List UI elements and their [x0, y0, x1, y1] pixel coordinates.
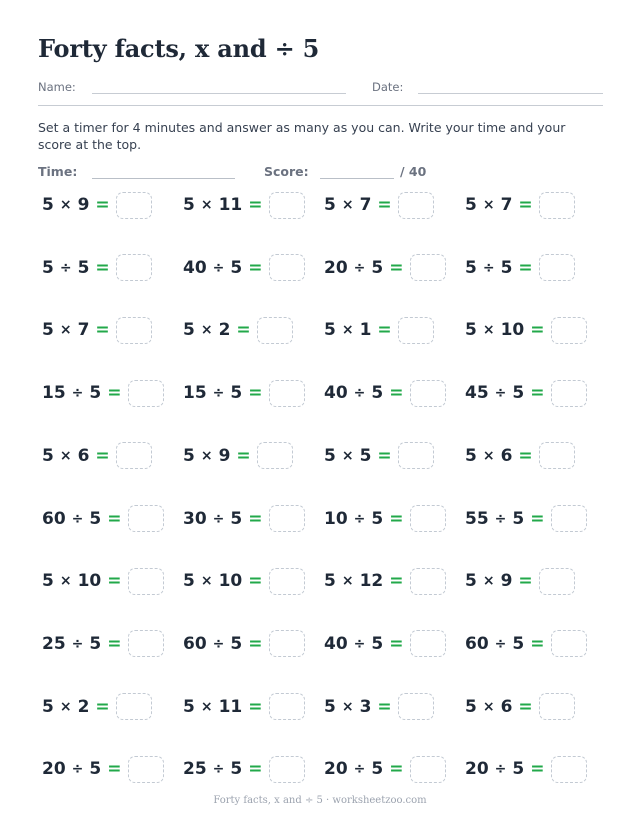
operand-a: 5: [324, 696, 336, 717]
operand-a: 25: [42, 633, 66, 654]
answer-box[interactable]: [551, 505, 587, 532]
operand-a: 55: [465, 508, 489, 529]
answer-box[interactable]: [410, 568, 446, 595]
answer-box[interactable]: [410, 254, 446, 281]
operator-symbol: ÷: [482, 259, 495, 276]
problem-item: [183, 504, 305, 534]
problem-item: [183, 566, 305, 596]
operand-b: 5: [371, 257, 384, 278]
problem-item: [324, 253, 446, 283]
operand-b: 5: [512, 508, 525, 529]
problem-item: [465, 754, 587, 784]
operand-a: 60: [42, 508, 66, 529]
operand-b: 5: [512, 759, 525, 780]
operand-b: 7: [359, 195, 372, 215]
score-field-line[interactable]: [320, 178, 394, 179]
operand-b: 2: [77, 696, 90, 717]
name-field-line[interactable]: [92, 93, 346, 94]
answer-box[interactable]: [398, 442, 434, 469]
operator-symbol: ÷: [494, 510, 507, 527]
operator-symbol: ÷: [353, 510, 366, 527]
operand-b: 9: [77, 195, 90, 215]
problem-item: [465, 504, 587, 534]
problem-item: [183, 190, 305, 220]
equals-sign: =: [377, 195, 392, 215]
operand-a: 5: [42, 445, 54, 466]
operator-symbol: ÷: [212, 635, 225, 652]
equals-sign: =: [530, 633, 545, 654]
operand-b: 10: [77, 571, 102, 592]
problem-item: [465, 692, 575, 722]
equals-sign: =: [248, 759, 263, 780]
operand-b: 10: [218, 571, 243, 592]
equals-sign: =: [107, 508, 122, 529]
operand-a: 5: [183, 320, 195, 341]
operator-symbol: ×: [482, 322, 495, 339]
problem-item: [183, 441, 293, 471]
operand-a: 20: [465, 759, 489, 780]
operand-b: 5: [230, 508, 243, 529]
operand-a: 40: [183, 257, 207, 278]
operand-b: 5: [230, 633, 243, 654]
problem-item: [42, 378, 164, 408]
equals-sign: =: [530, 383, 545, 404]
problem-item: [324, 629, 446, 659]
answer-box[interactable]: [116, 442, 152, 469]
operand-a: 5: [465, 696, 477, 717]
operand-b: 5: [89, 633, 102, 654]
operand-b: 5: [512, 633, 525, 654]
operand-a: 5: [183, 696, 195, 717]
equals-sign: =: [107, 571, 122, 592]
answer-box[interactable]: [128, 568, 164, 595]
operand-b: 5: [371, 383, 384, 404]
operator-symbol: ×: [200, 698, 213, 715]
operand-b: 6: [500, 696, 513, 717]
problem-item: [324, 566, 446, 596]
equals-sign: =: [248, 696, 263, 717]
operator-symbol: ÷: [212, 385, 225, 402]
problem-item: [183, 378, 305, 408]
equals-sign: =: [518, 571, 533, 592]
answer-box[interactable]: [410, 756, 446, 783]
operator-symbol: ÷: [71, 635, 84, 652]
answer-box[interactable]: [257, 317, 293, 344]
equals-sign: =: [248, 383, 263, 404]
operand-b: 1: [359, 320, 372, 341]
name-label: Name:: [38, 80, 76, 94]
equals-sign: =: [389, 759, 404, 780]
operator-symbol: ×: [482, 197, 495, 213]
answer-box[interactable]: [128, 756, 164, 783]
answer-box[interactable]: [539, 254, 575, 281]
answer-box[interactable]: [269, 505, 305, 532]
equals-sign: =: [530, 759, 545, 780]
operand-b: 5: [89, 383, 102, 404]
operand-b: 5: [230, 759, 243, 780]
time-score-row: [38, 162, 458, 182]
operator-symbol: ×: [59, 447, 72, 464]
operand-a: 5: [183, 445, 195, 466]
problem-item: [183, 253, 305, 283]
operand-b: 5: [359, 445, 372, 466]
equals-sign: =: [236, 320, 251, 341]
problem-item: [42, 692, 152, 722]
worksheet-title: Forty facts, x and ÷ 5: [38, 34, 320, 63]
operand-b: 5: [230, 383, 243, 404]
answer-box[interactable]: [269, 568, 305, 595]
operand-a: 5: [465, 257, 477, 278]
operator-symbol: ÷: [494, 761, 507, 778]
answer-box[interactable]: [551, 317, 587, 344]
answer-box[interactable]: [116, 317, 152, 344]
equals-sign: =: [95, 257, 110, 278]
operand-a: 5: [42, 571, 54, 592]
operand-b: 5: [371, 633, 384, 654]
operand-a: 30: [183, 508, 207, 529]
operator-symbol: ÷: [494, 635, 507, 652]
operand-a: 60: [183, 633, 207, 654]
operand-b: 10: [500, 320, 525, 341]
problem-item: [465, 566, 575, 596]
operator-symbol: ×: [482, 698, 495, 715]
operator-symbol: ÷: [494, 385, 507, 402]
equals-sign: =: [389, 257, 404, 278]
operand-a: 5: [324, 320, 336, 341]
operator-symbol: ×: [341, 447, 354, 464]
problem-item: [465, 441, 575, 471]
equals-sign: =: [389, 508, 404, 529]
operand-b: 6: [77, 445, 90, 466]
operand-a: 5: [324, 195, 336, 215]
operator-symbol: ÷: [353, 385, 366, 402]
header-divider: [38, 105, 603, 106]
operand-b: 7: [500, 195, 513, 215]
equals-sign: =: [107, 383, 122, 404]
operator-symbol: ×: [59, 698, 72, 715]
problem-item: [465, 315, 587, 345]
operand-a: 20: [42, 759, 66, 780]
problem-item: [324, 315, 434, 345]
problem-item: [183, 754, 305, 784]
operator-symbol: ×: [200, 322, 213, 339]
operand-b: 5: [512, 383, 525, 404]
problem-item: [42, 629, 164, 659]
problem-item: [183, 629, 305, 659]
operand-a: 5: [42, 696, 54, 717]
operator-symbol: ×: [200, 447, 213, 464]
equals-sign: =: [248, 257, 263, 278]
operator-symbol: ÷: [212, 761, 225, 778]
answer-box[interactable]: [551, 630, 587, 657]
equals-sign: =: [518, 257, 533, 278]
answer-box[interactable]: [539, 192, 575, 219]
answer-box[interactable]: [410, 630, 446, 657]
answer-box[interactable]: [116, 192, 152, 219]
answer-box[interactable]: [116, 693, 152, 720]
operand-b: 5: [230, 257, 243, 278]
problem-item: [324, 441, 434, 471]
operator-symbol: ×: [200, 197, 213, 213]
operator-symbol: ×: [341, 322, 354, 339]
equals-sign: =: [236, 445, 251, 466]
equals-sign: =: [377, 696, 392, 717]
equals-sign: =: [95, 445, 110, 466]
operand-a: 60: [465, 633, 489, 654]
equals-sign: =: [530, 508, 545, 529]
operand-b: 5: [77, 257, 90, 278]
answer-box[interactable]: [128, 630, 164, 657]
date-field-line[interactable]: [418, 93, 603, 94]
equals-sign: =: [107, 633, 122, 654]
problem-item: [465, 629, 587, 659]
operator-symbol: ×: [482, 447, 495, 464]
operand-a: 10: [324, 508, 348, 529]
operator-symbol: ÷: [353, 761, 366, 778]
problem-item: [465, 253, 575, 283]
operand-a: 20: [324, 759, 348, 780]
answer-box[interactable]: [410, 380, 446, 407]
problem-item: [465, 378, 587, 408]
operand-b: 11: [218, 195, 243, 215]
problem-item: [42, 253, 152, 283]
score-label: Score:: [264, 164, 309, 179]
operator-symbol: ×: [59, 573, 72, 590]
operator-symbol: ÷: [71, 385, 84, 402]
equals-sign: =: [377, 320, 392, 341]
operand-a: 5: [324, 571, 336, 592]
equals-sign: =: [248, 508, 263, 529]
answer-box[interactable]: [269, 380, 305, 407]
operator-symbol: ×: [341, 573, 354, 590]
equals-sign: =: [518, 696, 533, 717]
time-label: Time:: [38, 164, 78, 179]
answer-box[interactable]: [116, 254, 152, 281]
problem-item: [42, 566, 164, 596]
operator-symbol: ÷: [353, 635, 366, 652]
equals-sign: =: [95, 696, 110, 717]
time-field-line[interactable]: [92, 178, 235, 179]
problem-item: [42, 504, 164, 534]
operand-a: 15: [42, 383, 66, 404]
answer-box[interactable]: [269, 254, 305, 281]
operator-symbol: ÷: [353, 259, 366, 276]
operator-symbol: ÷: [71, 510, 84, 527]
equals-sign: =: [95, 320, 110, 341]
problem-item: [42, 441, 152, 471]
operand-b: 5: [371, 508, 384, 529]
operator-symbol: ×: [341, 698, 354, 715]
answer-box[interactable]: [269, 192, 305, 219]
operator-symbol: ×: [482, 573, 495, 590]
instructions-text: Set a timer for 4 minutes and answer as many as you can. Write your time and your score at the top.: [38, 120, 566, 152]
operand-a: 5: [465, 571, 477, 592]
operand-a: 5: [183, 571, 195, 592]
operand-b: 9: [218, 445, 231, 466]
operand-a: 5: [183, 195, 195, 215]
equals-sign: =: [107, 759, 122, 780]
score-total: / 40: [400, 164, 427, 179]
operator-symbol: ×: [59, 197, 72, 213]
operand-a: 45: [465, 383, 489, 404]
equals-sign: =: [389, 633, 404, 654]
answer-box[interactable]: [551, 380, 587, 407]
problem-item: [183, 315, 293, 345]
footer-text: Forty facts, x and ÷ 5 · worksheetzoo.com: [213, 795, 427, 806]
problem-item: [183, 692, 305, 722]
operator-symbol: ×: [200, 573, 213, 590]
operand-a: 25: [183, 759, 207, 780]
operand-a: 5: [465, 195, 477, 215]
problem-item: [42, 315, 152, 345]
answer-box[interactable]: [398, 317, 434, 344]
answer-box[interactable]: [410, 505, 446, 532]
answer-box[interactable]: [539, 693, 575, 720]
problem-item: [324, 378, 446, 408]
operand-b: 7: [77, 320, 90, 341]
problem-item: [465, 190, 575, 220]
operand-b: 6: [500, 445, 513, 466]
date-label: Date:: [372, 80, 404, 94]
operand-a: 5: [465, 320, 477, 341]
problem-item: [324, 692, 434, 722]
equals-sign: =: [377, 445, 392, 466]
operand-b: 5: [89, 759, 102, 780]
operator-symbol: ÷: [212, 259, 225, 276]
problem-item: [324, 190, 434, 220]
answer-box[interactable]: [551, 756, 587, 783]
operator-symbol: ×: [341, 197, 354, 213]
equals-sign: =: [95, 195, 110, 215]
equals-sign: =: [248, 633, 263, 654]
equals-sign: =: [389, 571, 404, 592]
operand-b: 5: [89, 508, 102, 529]
operand-a: 15: [183, 383, 207, 404]
operand-a: 5: [42, 320, 54, 341]
operator-symbol: ÷: [59, 259, 72, 276]
operand-b: 9: [500, 571, 513, 592]
operator-symbol: ÷: [212, 510, 225, 527]
operand-b: 5: [500, 257, 513, 278]
problem-grid: [42, 190, 602, 790]
answer-box[interactable]: [398, 693, 434, 720]
operand-a: 40: [324, 633, 348, 654]
operand-a: 5: [324, 445, 336, 466]
problem-item: [324, 754, 446, 784]
problem-item: [42, 190, 152, 220]
operand-a: 5: [42, 257, 54, 278]
answer-box[interactable]: [539, 568, 575, 595]
operator-symbol: ÷: [71, 761, 84, 778]
answer-box[interactable]: [539, 442, 575, 469]
operand-b: 5: [371, 759, 384, 780]
problem-item: [324, 504, 446, 534]
equals-sign: =: [530, 320, 545, 341]
answer-box[interactable]: [269, 693, 305, 720]
operator-symbol: ×: [59, 322, 72, 339]
name-date-row: [38, 80, 603, 98]
operand-b: 11: [218, 696, 243, 717]
equals-sign: =: [389, 383, 404, 404]
operand-a: 5: [465, 445, 477, 466]
operand-a: 20: [324, 257, 348, 278]
equals-sign: =: [518, 445, 533, 466]
answer-box[interactable]: [128, 380, 164, 407]
equals-sign: =: [248, 571, 263, 592]
answer-box[interactable]: [269, 756, 305, 783]
operand-a: 40: [324, 383, 348, 404]
answer-box[interactable]: [398, 192, 434, 219]
problem-item: [42, 754, 164, 784]
operand-b: 3: [359, 696, 372, 717]
operand-a: 5: [42, 195, 54, 215]
answer-box[interactable]: [269, 630, 305, 657]
equals-sign: =: [518, 195, 533, 215]
operand-b: 2: [218, 320, 231, 341]
answer-box[interactable]: [128, 505, 164, 532]
equals-sign: =: [248, 195, 263, 215]
operand-b: 12: [359, 571, 384, 592]
answer-box[interactable]: [257, 442, 293, 469]
